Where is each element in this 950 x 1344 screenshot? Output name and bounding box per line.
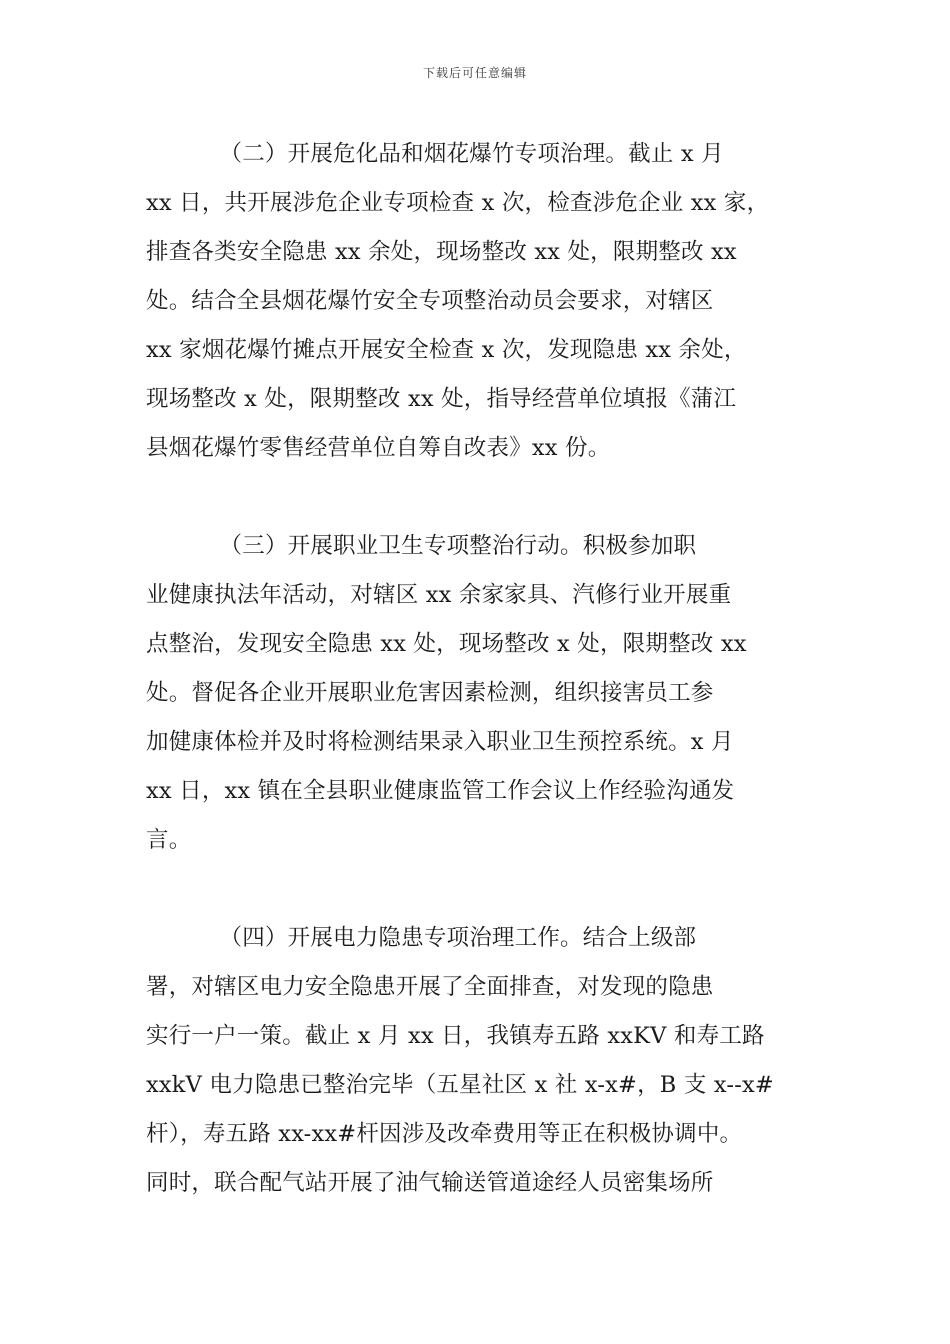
paragraph-hazardous-chemicals [146,130,826,473]
page-header: 下载后可任意编辑 [422,66,527,80]
text-line: 言。 [146,827,192,853]
text-line: 署，对辖区电力安全隐患开展了全面排查，对发现的隐患 [146,974,714,1000]
text-line: 县烟花爆竹零售经营单位自筹自改表》xx 份。 [146,435,611,461]
text-line: 现场整改 x 处，限期整改 xx 处，指导经营单位填报《蒲江 [146,386,737,412]
text-line: 排查各类安全隐患 xx 余处，现场整改 xx 处，限期整改 xx [146,239,737,265]
text-line: xx 日，xx 镇在全县职业健康监管工作会议上作经验沟通发 [146,778,735,804]
paragraph-spacer [146,865,826,914]
text-line: 处。结合全县烟花爆竹安全专项整治动员会要求，对辖区 [146,288,714,314]
paragraph-power-hazards [146,914,826,1208]
text-line: （四）开展电力隐患专项治理工作。结合上级部 [146,925,697,951]
document-body [146,130,826,1208]
text-line: （二）开展危化品和烟花爆竹专项治理。截止 x 月 [146,141,724,167]
paragraph-occupational-health [146,522,826,865]
text-line: 杆），寿五路 xx-xx#杆因涉及改牵费用等正在积极协调中。 [146,1121,743,1147]
text-line: （三）开展职业卫生专项整治行动。积极参加职 [146,533,697,559]
text-line: 点整治，发现安全隐患 xx 处，现场整改 x 处，限期整改 xx [146,631,747,657]
text-line: xx 日，共开展涉危企业专项检查 x 次，检查涉危企业 xx 家， [146,190,770,216]
text-line: 处。督促各企业开展职业危害因素检测，组织接害员工参 [146,680,714,706]
text-line: 加健康体检并及时将检测结果录入职业卫生预控系统。x 月 [146,729,734,755]
text-line: 同时，联合配气站开展了油气输送管道途经人员密集场所 [146,1170,714,1196]
text-line: xxkV 电力隐患已整治完毕（五星社区 x 社 x-x#，B 支 x--x# [146,1072,774,1098]
text-line: xx 家烟花爆竹摊点开展安全检查 x 次，发现隐患 xx 余处， [146,337,747,363]
text-line: 业健康执法年活动，对辖区 xx 余家家具、汽修行业开展重 [146,582,732,608]
paragraph-spacer [146,473,826,522]
text-line: 实行一户一策。截止 x 月 xx 日，我镇寿五路 xxKV 和寿工路 [146,1023,765,1049]
